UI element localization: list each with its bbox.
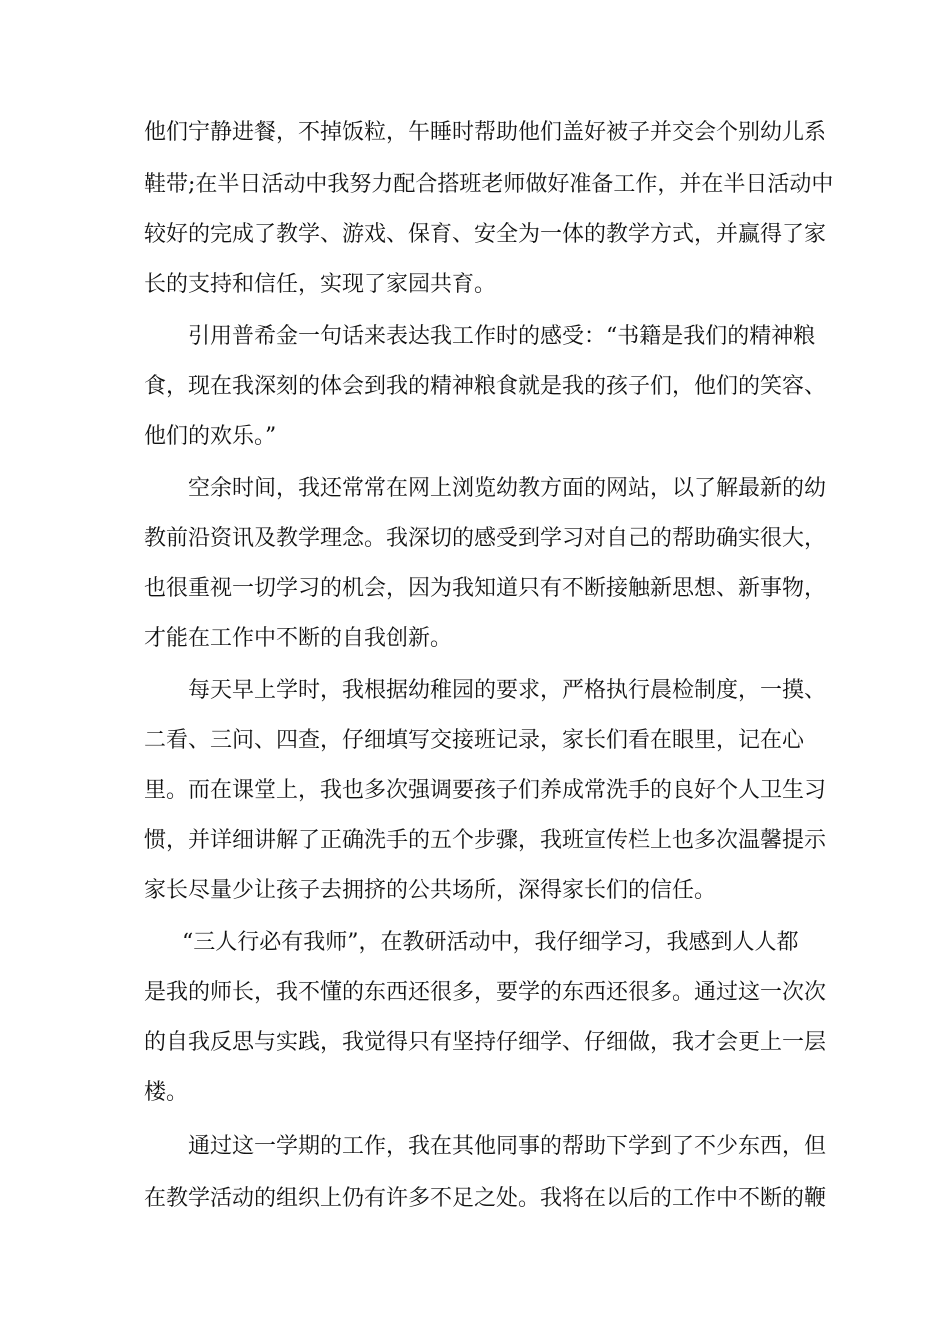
text-line: 鞋带;在半日活动中我努力配合搭班老师做好准备工作，并在半日活动中 bbox=[144, 172, 834, 197]
text-line: 里。而在课堂上，我也多次强调要孩子们养成常洗手的良好个人卫生习 bbox=[144, 778, 827, 803]
text-line: 他们的欢乐。” bbox=[144, 424, 277, 449]
text-line: 在教学活动的组织上仍有许多不足之处。我将在以后的工作中不断的鞭 bbox=[144, 1186, 827, 1211]
text-line: 也很重视一切学习的机会，因为我知道只有不断接触新思想、新事物， bbox=[144, 576, 827, 601]
text-line: “三人行必有我师”，在教研活动中，我仔细学习，我感到人人都 bbox=[182, 930, 799, 955]
text-line: 食，现在我深刻的体会到我的精神粮食就是我的孩子们，他们的笑容、 bbox=[144, 374, 827, 399]
text-line: 楼。 bbox=[144, 1080, 189, 1105]
text-line: 惯，并详细讲解了正确洗手的五个步骤，我班宣传栏上也多次温馨提示 bbox=[144, 828, 827, 853]
text-line: 引用普希金一句话来表达我工作时的感受：“书籍是我们的精神粮 bbox=[188, 324, 816, 349]
text-line: 是我的师长，我不懂的东西还很多，要学的东西还很多。通过这一次次 bbox=[144, 980, 827, 1005]
text-line: 每天早上学时，我根据幼稚园的要求，严格执行晨检制度，一摸、 bbox=[188, 678, 827, 703]
text-line: 的自我反思与实践，我觉得只有坚持仔细学、仔细做，我才会更上一层 bbox=[144, 1030, 827, 1055]
text-line: 才能在工作中不断的自我创新。 bbox=[144, 626, 453, 651]
text-line: 二看、三问、四查，仔细填写交接班记录，家长们看在眼里，记在心 bbox=[144, 728, 805, 753]
text-line: 较好的完成了教学、游戏、保育、安全为一体的教学方式，并赢得了家 bbox=[144, 222, 827, 247]
text-line: 空余时间，我还常常在网上浏览幼教方面的网站，以了解最新的幼 bbox=[188, 476, 827, 501]
text-line: 长的支持和信任，实现了家园共育。 bbox=[144, 272, 497, 297]
text-line: 家长尽量少让孩子去拥挤的公共场所，深得家长们的信任。 bbox=[144, 878, 717, 903]
text-line: 教前沿资讯及教学理念。我深切的感受到学习对自己的帮助确实很大， bbox=[144, 526, 827, 551]
text-line: 他们宁静进餐，不掉饭粒，午睡时帮助他们盖好被子并交会个别幼儿系 bbox=[144, 120, 827, 145]
text-line: 通过这一学期的工作，我在其他同事的帮助下学到了不少东西，但 bbox=[188, 1134, 827, 1159]
